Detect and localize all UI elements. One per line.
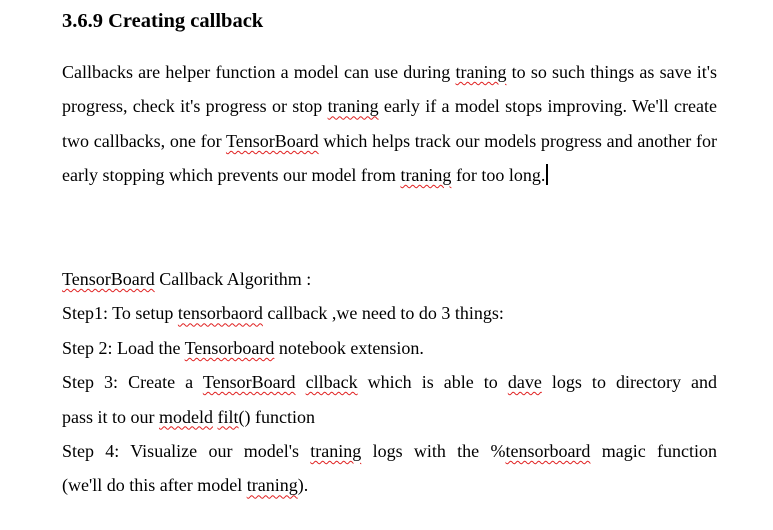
step-text	[296, 372, 306, 392]
misspelled-word[interactable]: traning	[246, 475, 298, 496]
misspelled-word[interactable]: traning	[400, 165, 452, 186]
paragraph-text: to so such things as save it's progress, check it's progress or stop	[62, 62, 717, 117]
misspelled-word[interactable]: TensorBoard	[225, 130, 319, 151]
section-heading: 3.6.9 Creating callback	[62, 10, 264, 32]
misspelled-word[interactable]: TensorBoard	[202, 372, 296, 393]
step-3-continuation	[62, 400, 717, 434]
misspelled-word[interactable]: cllback	[305, 372, 358, 393]
step-text: Step 2: Load the	[62, 337, 185, 358]
paragraph-text: early if a model stops improving. We'll create two callbacks, one for	[62, 96, 717, 151]
text-cursor	[546, 164, 548, 185]
step-text: pass it to our	[62, 406, 159, 427]
step-3	[62, 365, 717, 399]
step-4	[62, 434, 717, 468]
algorithm-title-text: Callback Algorithm :	[154, 269, 312, 289]
step-4-continuation	[62, 468, 717, 502]
step-text: magic function	[590, 441, 717, 462]
step-text: ).	[297, 475, 309, 496]
misspelled-word[interactable]: dave	[507, 372, 542, 393]
paragraph-text: Callbacks are helper function a model can use during	[62, 62, 456, 82]
step-text: notebook extension.	[274, 337, 424, 358]
step-text: Step 4: Visualize our model's	[62, 441, 311, 462]
paragraph-text: which helps track our models progress and another for early stopping which prevents our model from	[62, 130, 717, 186]
misspelled-word[interactable]: tensorboard	[505, 441, 591, 462]
misspelled-word[interactable]: TensorBoard	[62, 269, 155, 289]
step-2	[62, 331, 717, 365]
misspelled-word[interactable]: traning	[327, 96, 379, 117]
step-text: logs with the %	[361, 441, 506, 462]
paragraph-text: for too long.	[451, 165, 546, 186]
step-text: Step 3: Create a	[62, 372, 203, 393]
step-text: callback ,we need to do 3 things:	[262, 303, 504, 324]
misspelled-word[interactable]: traning	[455, 62, 507, 82]
algorithm-title	[62, 262, 717, 296]
step-text: (we'll do this after model	[62, 475, 247, 496]
misspelled-word[interactable]: tensorbaord	[177, 303, 263, 324]
step-text: () function	[238, 406, 315, 427]
body-paragraph[interactable]	[62, 55, 717, 193]
misspelled-word[interactable]: modeld	[159, 406, 213, 427]
step-text: which is able to	[357, 372, 508, 393]
misspelled-word[interactable]: filt	[217, 406, 239, 427]
step-text: logs to directory and	[541, 372, 717, 393]
misspelled-word[interactable]: traning	[310, 441, 362, 462]
algorithm-block[interactable]	[62, 262, 717, 503]
step-text: Step1: To setup	[62, 303, 178, 324]
misspelled-word[interactable]: Tensorboard	[184, 337, 275, 358]
step-1	[62, 296, 717, 330]
